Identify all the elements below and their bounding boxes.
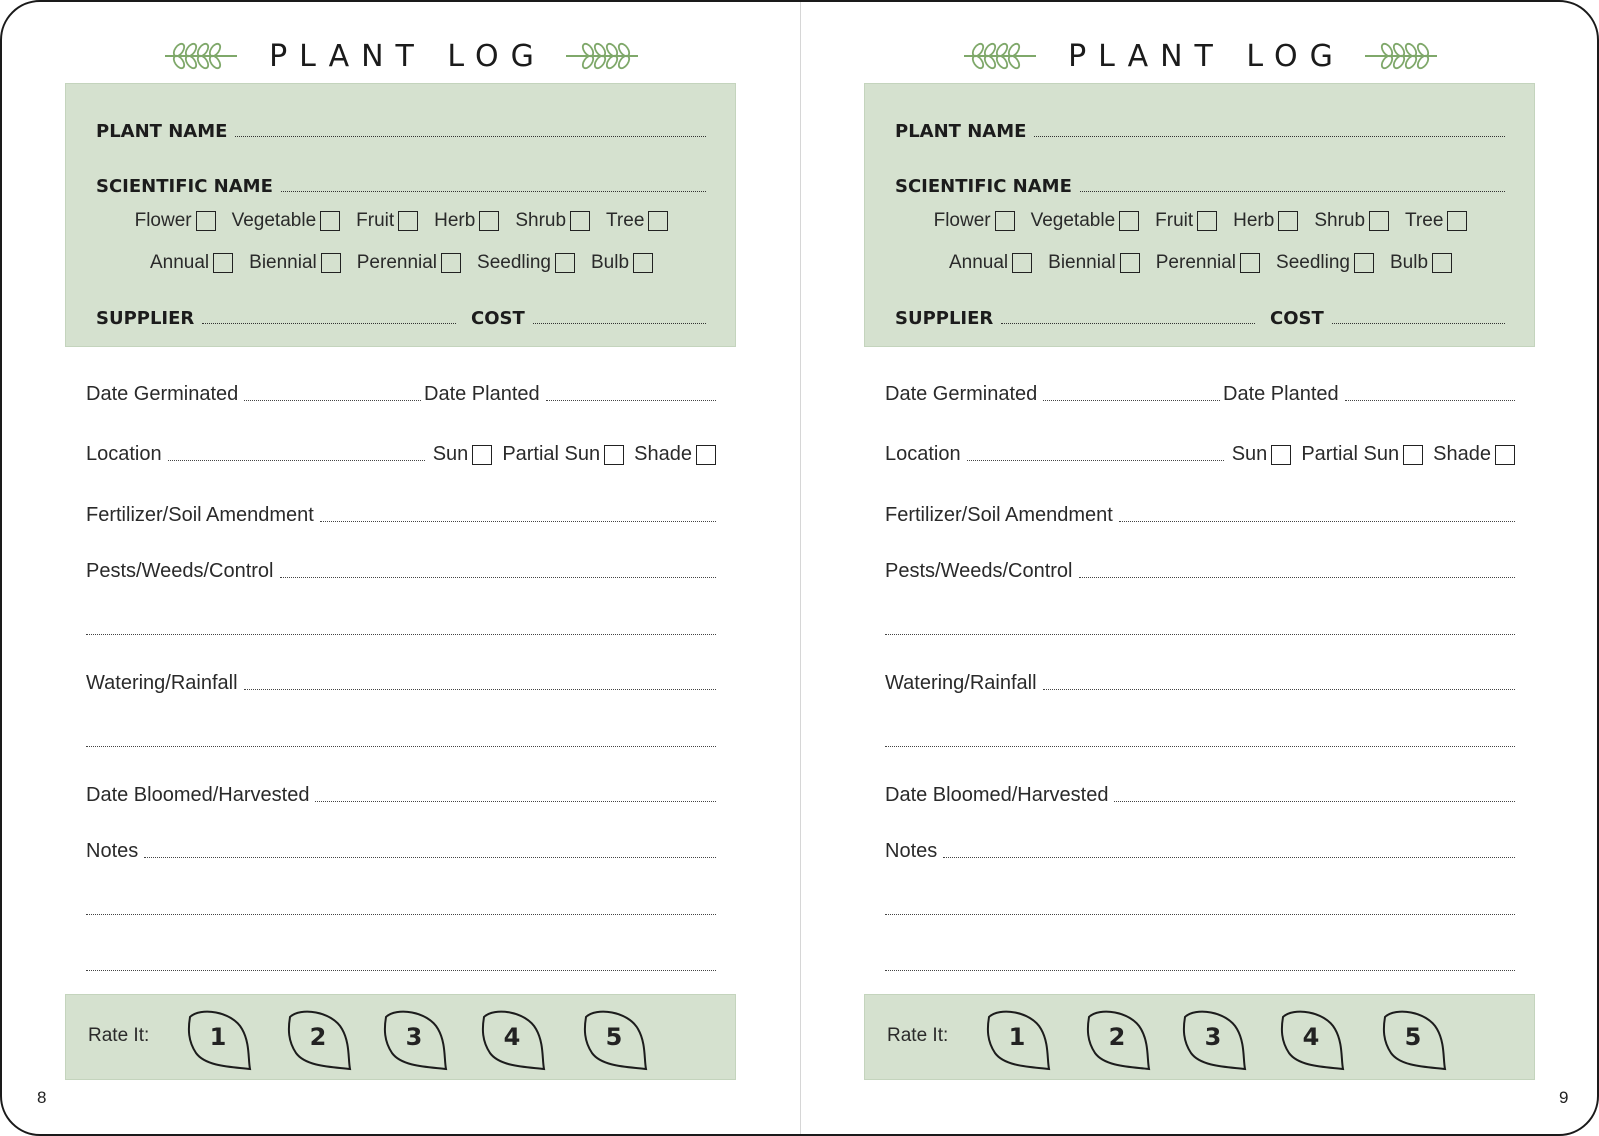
supplier-row[interactable] [96,308,456,329]
checkbox-icon[interactable] [648,211,668,231]
date-germinated-row[interactable] [885,383,1220,406]
scientific-name-field[interactable] [1080,191,1505,192]
plant-name-field[interactable] [1034,136,1505,137]
checkbox-icon[interactable] [995,211,1015,231]
notes-extra-line[interactable] [885,914,1515,915]
plant-cycle-options [865,252,1536,274]
location-row[interactable] [86,443,716,466]
option-perennial[interactable]: Perennial [1156,252,1260,274]
rating-value: 2 [309,1023,327,1051]
cost-row[interactable] [1270,308,1505,329]
option-sun[interactable]: Sun [433,443,493,466]
date-germinated-field[interactable] [1043,400,1220,401]
rating-label: Rate It: [88,1025,150,1046]
option-flower[interactable]: Flower [135,210,216,232]
checkbox-icon[interactable] [1447,211,1467,231]
notes-field[interactable] [943,857,1515,858]
bloomed-label: Date Bloomed/Harvested [885,784,1109,806]
option-partial-sun[interactable]: Partial Sun [1301,443,1423,466]
watering-row[interactable] [885,672,1515,695]
notes-label: Notes [885,840,938,862]
rating-leaf-3[interactable] [382,1009,452,1071]
rating-leaf-3[interactable] [1181,1009,1251,1071]
checkbox-icon[interactable] [1120,253,1140,273]
option-sun[interactable]: Sun [1232,443,1292,466]
plant-name-row[interactable] [895,121,1505,142]
rating-value: 1 [1008,1023,1026,1051]
page-left [2,2,801,1136]
rating-value: 5 [605,1023,623,1051]
checkbox-icon[interactable] [1432,253,1452,273]
plant-type-options [865,210,1536,232]
notes-extra-line[interactable] [86,970,716,971]
option-herb[interactable]: Herb [434,210,499,232]
notes-row[interactable] [86,840,716,863]
option-flower[interactable]: Flower [934,210,1015,232]
page-number: 9 [1559,1088,1569,1107]
pests-label: Pests/Weeds/Control [885,560,1073,582]
date-planted-field[interactable] [1345,400,1515,401]
scientific-name-label: SCIENTIFIC NAME [895,176,1072,197]
fertilizer-label: Fertilizer/Soil Amendment [885,504,1113,526]
location-field[interactable] [967,460,1224,461]
checkbox-icon[interactable] [1197,211,1217,231]
scientific-name-row[interactable] [895,176,1505,197]
option-annual[interactable]: Annual [949,252,1032,274]
bloomed-field[interactable] [1114,801,1515,802]
option-perennial[interactable]: Perennial [357,252,461,274]
notes-row[interactable] [885,840,1515,863]
option-herb[interactable]: Herb [1233,210,1298,232]
checkbox-icon[interactable] [472,445,492,465]
supplier-row[interactable] [895,308,1255,329]
light-options [433,443,716,466]
plant-name-label: PLANT NAME [96,121,228,142]
rating-value: 1 [209,1023,227,1051]
rating-leaf-5[interactable] [1381,1009,1451,1071]
rating-leaf-1[interactable] [186,1009,256,1071]
rating-value: 2 [1108,1023,1126,1051]
option-annual[interactable]: Annual [150,252,233,274]
rating-leaf-2[interactable] [1085,1009,1155,1071]
checkbox-icon[interactable] [555,253,575,273]
plant-info-panel [65,83,736,347]
checkbox-icon[interactable] [1354,253,1374,273]
rating-label: Rate It: [887,1025,949,1046]
leaf-sprig-icon [161,41,241,71]
rating-value: 4 [1302,1023,1320,1051]
option-bulb[interactable]: Bulb [591,252,653,274]
checkbox-icon[interactable] [1119,211,1139,231]
rating-value: 3 [1204,1023,1222,1051]
date-germinated-label: Date Germinated [885,383,1038,405]
option-seedling[interactable]: Seedling [477,252,575,274]
option-shrub[interactable]: Shrub [1314,210,1389,232]
cost-row[interactable] [471,308,706,329]
option-fruit[interactable]: Fruit [1155,210,1217,232]
cost-label: COST [471,308,525,329]
location-field[interactable] [168,460,425,461]
checkbox-icon[interactable] [1278,211,1298,231]
notes-field[interactable] [144,857,716,858]
scientific-name-label: SCIENTIFIC NAME [96,176,273,197]
rating-leaf-4[interactable] [1279,1009,1349,1071]
option-biennial[interactable]: Biennial [249,252,341,274]
pests-extra-line[interactable] [86,634,716,635]
checkbox-icon[interactable] [604,445,624,465]
fertilizer-field[interactable] [1119,521,1515,522]
plant-name-row[interactable] [96,121,706,142]
checkbox-icon[interactable] [320,211,340,231]
rating-panel [864,994,1535,1080]
plant-cycle-options [66,252,737,274]
plant-name-label: PLANT NAME [895,121,1027,142]
cost-field[interactable] [1332,323,1505,324]
rating-value: 4 [503,1023,521,1051]
date-germinated-row[interactable] [86,383,421,406]
checkbox-icon[interactable] [441,253,461,273]
date-planted-label: Date Planted [1223,383,1339,405]
rating-panel [65,994,736,1080]
option-shade[interactable]: Shade [1433,443,1515,466]
watering-extra-line[interactable] [885,746,1515,747]
notes-extra-line[interactable] [885,970,1515,971]
page-header [801,36,1599,76]
bloomed-field[interactable] [315,801,716,802]
leaf-sprig-icon [562,41,642,71]
plant-type-options [66,210,737,232]
checkbox-icon[interactable] [1012,253,1032,273]
scientific-name-row[interactable] [96,176,706,197]
date-planted-row[interactable] [424,383,716,406]
supplier-label: SUPPLIER [895,308,994,329]
watering-extra-line[interactable] [86,746,716,747]
date-planted-field[interactable] [546,400,716,401]
pests-extra-line[interactable] [885,634,1515,635]
page-right [801,2,1599,1136]
checkbox-icon[interactable] [1240,253,1260,273]
checkbox-icon[interactable] [570,211,590,231]
option-shrub[interactable]: Shrub [515,210,590,232]
fertilizer-label: Fertilizer/Soil Amendment [86,504,314,526]
watering-field[interactable] [244,689,716,690]
watering-label: Watering/Rainfall [885,672,1037,694]
notes-extra-line[interactable] [86,914,716,915]
supplier-field[interactable] [202,323,456,324]
checkbox-icon[interactable] [213,253,233,273]
pests-field[interactable] [280,577,717,578]
rating-leaf-4[interactable] [480,1009,550,1071]
location-label: Location [885,443,961,465]
plant-name-field[interactable] [235,136,706,137]
option-biennial[interactable]: Biennial [1048,252,1140,274]
bloomed-row[interactable] [885,784,1515,807]
bloomed-row[interactable] [86,784,716,807]
checkbox-icon[interactable] [196,211,216,231]
leaf-sprig-icon [960,41,1040,71]
light-options [1232,443,1515,466]
page-title: PLANT LOG [1068,38,1345,74]
pests-row[interactable] [885,560,1515,583]
leaf-sprig-icon [1361,41,1441,71]
checkbox-icon[interactable] [633,253,653,273]
fertilizer-row[interactable] [86,504,716,527]
date-germinated-label: Date Germinated [86,383,239,405]
plant-info-panel [864,83,1535,347]
bloomed-label: Date Bloomed/Harvested [86,784,310,806]
page-number: 8 [37,1088,47,1107]
location-label: Location [86,443,162,465]
rating-value: 3 [405,1023,423,1051]
option-vegetable[interactable]: Vegetable [1031,210,1140,232]
notes-label: Notes [86,840,139,862]
date-planted-row[interactable] [1223,383,1515,406]
scientific-name-field[interactable] [281,191,706,192]
pests-field[interactable] [1079,577,1516,578]
checkbox-icon[interactable] [321,253,341,273]
pests-label: Pests/Weeds/Control [86,560,274,582]
pests-row[interactable] [86,560,716,583]
rating-leaf-5[interactable] [582,1009,652,1071]
rating-leaf-2[interactable] [286,1009,356,1071]
fertilizer-row[interactable] [885,504,1515,527]
watering-row[interactable] [86,672,716,695]
checkbox-icon[interactable] [1369,211,1389,231]
checkbox-icon[interactable] [1403,445,1423,465]
rating-leaf-1[interactable] [985,1009,1055,1071]
option-partial-sun[interactable]: Partial Sun [502,443,624,466]
cost-label: COST [1270,308,1324,329]
option-seedling[interactable]: Seedling [1276,252,1374,274]
checkbox-icon[interactable] [398,211,418,231]
supplier-field[interactable] [1001,323,1255,324]
date-planted-label: Date Planted [424,383,540,405]
watering-label: Watering/Rainfall [86,672,238,694]
option-vegetable[interactable]: Vegetable [232,210,341,232]
option-fruit[interactable]: Fruit [356,210,418,232]
checkbox-icon[interactable] [1495,445,1515,465]
option-bulb[interactable]: Bulb [1390,252,1452,274]
checkbox-icon[interactable] [479,211,499,231]
supplier-label: SUPPLIER [96,308,195,329]
watering-field[interactable] [1043,689,1515,690]
rating-value: 5 [1404,1023,1422,1051]
option-tree[interactable]: Tree [1405,210,1467,232]
option-shade[interactable]: Shade [634,443,716,466]
checkbox-icon[interactable] [1271,445,1291,465]
location-row[interactable] [885,443,1515,466]
option-tree[interactable]: Tree [606,210,668,232]
checkbox-icon[interactable] [696,445,716,465]
page-title: PLANT LOG [269,38,546,74]
page-header [2,36,801,76]
date-germinated-field[interactable] [244,400,421,401]
cost-field[interactable] [533,323,706,324]
fertilizer-field[interactable] [320,521,716,522]
